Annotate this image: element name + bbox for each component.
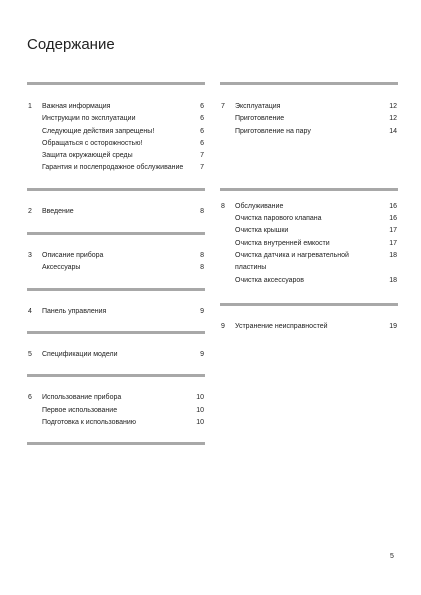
toc-entry[interactable] — [220, 321, 398, 333]
toc-section-1 — [27, 82, 205, 175]
entry-page: 17 — [389, 227, 397, 235]
toc-entry[interactable] — [220, 201, 398, 213]
section-number: 9 — [221, 322, 225, 330]
toc-section-7 — [220, 82, 398, 138]
entry-label: Подготовка к использованию — [42, 418, 137, 426]
toc-entry[interactable] — [220, 275, 398, 287]
entry-page: 16 — [389, 215, 397, 223]
entry-label: Очистка аксессуаров — [235, 276, 305, 284]
toc-entry[interactable] — [220, 101, 398, 113]
entry-page: 14 — [389, 127, 397, 135]
toc-section-2 — [27, 188, 205, 218]
toc-entry[interactable] — [27, 126, 205, 138]
section-number: 5 — [28, 350, 32, 358]
section-number: 2 — [28, 207, 32, 215]
entry-label: Устранение неисправностей — [235, 322, 328, 330]
entry-label: Аксессуары — [42, 264, 81, 272]
toc-entry[interactable] — [27, 162, 205, 174]
entry-label: Очистка датчика и нагревательной — [235, 252, 349, 260]
entry-label: Первое использование — [42, 406, 118, 414]
entry-label: Обращаться с осторожностью! — [42, 139, 143, 147]
entry-label: Следующие действия запрещены! — [42, 127, 155, 135]
entry-page: 16 — [389, 202, 397, 210]
entry-label: Очистка парового клапана — [235, 215, 322, 223]
entry-page: 6 — [200, 127, 204, 135]
toc-section-5 — [27, 331, 205, 361]
page-title: Содержание — [27, 36, 115, 53]
toc-entry[interactable] — [27, 262, 205, 274]
toc-entry[interactable] — [27, 392, 205, 404]
entry-label: Эксплуатация — [235, 103, 281, 110]
entry-label: Инструкции по эксплуатации — [42, 115, 136, 123]
toc-entry[interactable] — [27, 405, 205, 417]
entry-page: 8 — [200, 252, 204, 260]
toc-entry[interactable] — [27, 417, 205, 429]
toc-entry[interactable] — [220, 213, 398, 225]
toc-right-column — [220, 82, 398, 333]
entry-label: Использование прибора — [42, 394, 122, 402]
entry-page: 10 — [196, 418, 204, 426]
toc-left-column — [27, 82, 205, 445]
section-number: 7 — [221, 103, 225, 110]
toc-entry-continued[interactable] — [220, 262, 398, 274]
entry-label: Обслуживание — [235, 202, 284, 210]
toc-section-6 — [27, 374, 205, 445]
entry-label: Важная информация — [42, 103, 111, 110]
toc-section-8 — [220, 188, 398, 287]
toc-entry[interactable] — [27, 101, 205, 113]
toc-section-4 — [27, 288, 205, 318]
toc-section-3 — [27, 232, 205, 275]
toc-entry[interactable] — [27, 206, 205, 218]
toc-entry[interactable] — [220, 113, 398, 125]
entry-page: 9 — [200, 350, 204, 358]
entry-page: 17 — [389, 239, 397, 247]
entry-page: 10 — [196, 394, 204, 402]
entry-page: 18 — [389, 252, 397, 260]
entry-label: Введение — [42, 207, 74, 215]
entry-label: Гарантия и послепродажное обслуживание — [42, 164, 184, 172]
entry-label: Защита окружающей среды — [42, 152, 133, 160]
entry-label: Панель управления — [42, 307, 107, 315]
entry-page: 6 — [200, 115, 204, 123]
entry-label: Очистка внутренней емкости — [235, 239, 330, 247]
entry-page: 6 — [200, 103, 204, 110]
toc-entry[interactable] — [27, 250, 205, 262]
toc-entry[interactable] — [27, 150, 205, 162]
toc-entry[interactable] — [27, 349, 205, 361]
entry-page: 6 — [200, 139, 204, 147]
toc-entry[interactable] — [220, 225, 398, 237]
toc-entry[interactable] — [220, 250, 398, 262]
entry-page: 9 — [200, 307, 204, 315]
entry-page: 10 — [196, 406, 204, 414]
toc-section-9 — [220, 303, 398, 333]
page-number: 5 — [390, 553, 394, 560]
entry-page: 18 — [389, 276, 397, 284]
entry-page: 12 — [389, 115, 397, 123]
section-number: 8 — [221, 202, 225, 210]
entry-label: Очистка крышки — [235, 227, 289, 235]
section-number: 1 — [28, 103, 32, 110]
entry-label: Спецификации модели — [42, 350, 118, 358]
entry-page: 7 — [200, 164, 204, 172]
entry-page: 8 — [200, 207, 204, 215]
entry-label: пластины — [235, 264, 267, 272]
entry-label: Приготовление — [235, 115, 285, 123]
toc-entry[interactable] — [27, 113, 205, 125]
toc-entry[interactable] — [27, 138, 205, 150]
toc-entry[interactable] — [220, 238, 398, 250]
entry-page: 8 — [200, 264, 204, 272]
entry-page: 12 — [389, 103, 397, 110]
section-divider — [27, 442, 205, 445]
section-number: 3 — [28, 252, 32, 260]
section-number: 6 — [28, 394, 32, 402]
entry-label: Приготовление на пару — [235, 127, 311, 135]
section-number: 4 — [28, 307, 32, 315]
toc-entry[interactable] — [27, 306, 205, 318]
entry-page: 7 — [200, 152, 204, 160]
entry-label: Описание прибора — [42, 252, 104, 260]
entry-page: 19 — [389, 322, 397, 330]
toc-entry[interactable] — [220, 126, 398, 138]
